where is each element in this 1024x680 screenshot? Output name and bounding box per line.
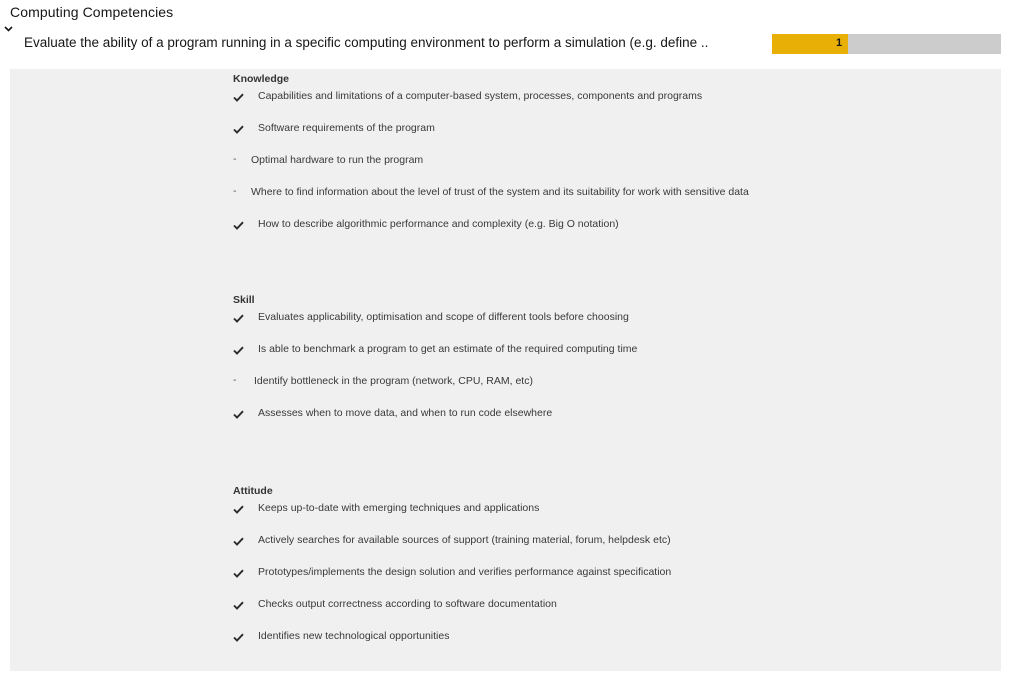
competency-item bbox=[233, 151, 424, 183]
group-heading: Knowledge bbox=[233, 73, 290, 85]
competency-item-text: Is able to benchmark a program to get an estimate of the required computing time bbox=[258, 343, 638, 355]
competency-item bbox=[233, 183, 749, 215]
group-heading: Skill bbox=[233, 294, 255, 306]
level-label: 1 bbox=[836, 37, 843, 49]
checkmark-icon bbox=[233, 312, 245, 324]
checkmark-icon bbox=[233, 344, 245, 356]
competency-item-text: Checks output correctness according to software documentation bbox=[258, 598, 557, 610]
competency-item-text: Identifies new technological opportunities bbox=[258, 630, 450, 642]
skill-group bbox=[233, 292, 638, 436]
competency-item bbox=[233, 499, 540, 531]
checkmark-icon bbox=[233, 219, 245, 231]
competency-item bbox=[233, 308, 629, 340]
checkmark-icon bbox=[233, 91, 245, 103]
competency-item-text: Optimal hardware to run the program bbox=[251, 154, 424, 166]
dash-icon: - bbox=[233, 153, 237, 165]
competency-item bbox=[233, 372, 533, 404]
competency-item-text: Keeps up-to-date with emerging techniques and applications bbox=[258, 502, 540, 514]
checkmark-icon bbox=[233, 599, 245, 611]
competency-item-text: Capabilities and limitations of a computer-based system, processes, components and programs bbox=[258, 90, 703, 102]
checkmark-icon bbox=[233, 535, 245, 547]
level-progress-bar bbox=[772, 34, 1001, 54]
checkmark-icon bbox=[233, 123, 245, 135]
competency-item-text: Prototypes/implements the design solution and verifies performance against specification bbox=[258, 566, 672, 578]
competency-item-text: How to describe algorithmic performance and complexity (e.g. Big O notation) bbox=[258, 218, 619, 230]
competency-item-text: Identify bottleneck in the program (network, CPU, RAM, etc) bbox=[254, 375, 533, 387]
competency-details-panel bbox=[10, 69, 1001, 671]
competency-item bbox=[233, 563, 672, 595]
attitude-group bbox=[233, 483, 672, 659]
checkmark-icon bbox=[233, 567, 245, 579]
competency-item bbox=[233, 627, 450, 659]
group-heading: Attitude bbox=[233, 485, 273, 497]
competency-item bbox=[233, 531, 671, 563]
chevron-down-icon[interactable] bbox=[2, 24, 14, 34]
knowledge-group bbox=[233, 71, 749, 247]
dash-icon: - bbox=[233, 374, 237, 386]
checkmark-icon bbox=[233, 408, 245, 420]
competency-item bbox=[233, 404, 553, 436]
competency-item-text: Actively searches for available sources of support (training material, forum, helpdesk etc) bbox=[258, 534, 671, 546]
competency-title[interactable]: Evaluate the ability of a program running in a specific computing environment to perform a simulation (e.g. define .. bbox=[24, 35, 709, 50]
competency-item bbox=[233, 595, 557, 627]
competency-item bbox=[233, 87, 703, 119]
section-title: Computing Competencies bbox=[10, 4, 174, 20]
dash-icon: - bbox=[233, 185, 237, 197]
competency-item-text: Where to find information about the level of trust of the system and its suitability for work with sensitive data bbox=[251, 186, 749, 198]
checkmark-icon bbox=[233, 503, 245, 515]
checkmark-icon bbox=[233, 631, 245, 643]
competency-item-text: Evaluates applicability, optimisation and scope of different tools before choosing bbox=[258, 311, 629, 323]
competency-item bbox=[233, 119, 435, 151]
competency-item bbox=[233, 215, 619, 247]
competency-item-text: Assesses when to move data, and when to run code elsewhere bbox=[258, 407, 553, 419]
competency-item bbox=[233, 340, 638, 372]
competency-item-text: Software requirements of the program bbox=[258, 122, 435, 134]
